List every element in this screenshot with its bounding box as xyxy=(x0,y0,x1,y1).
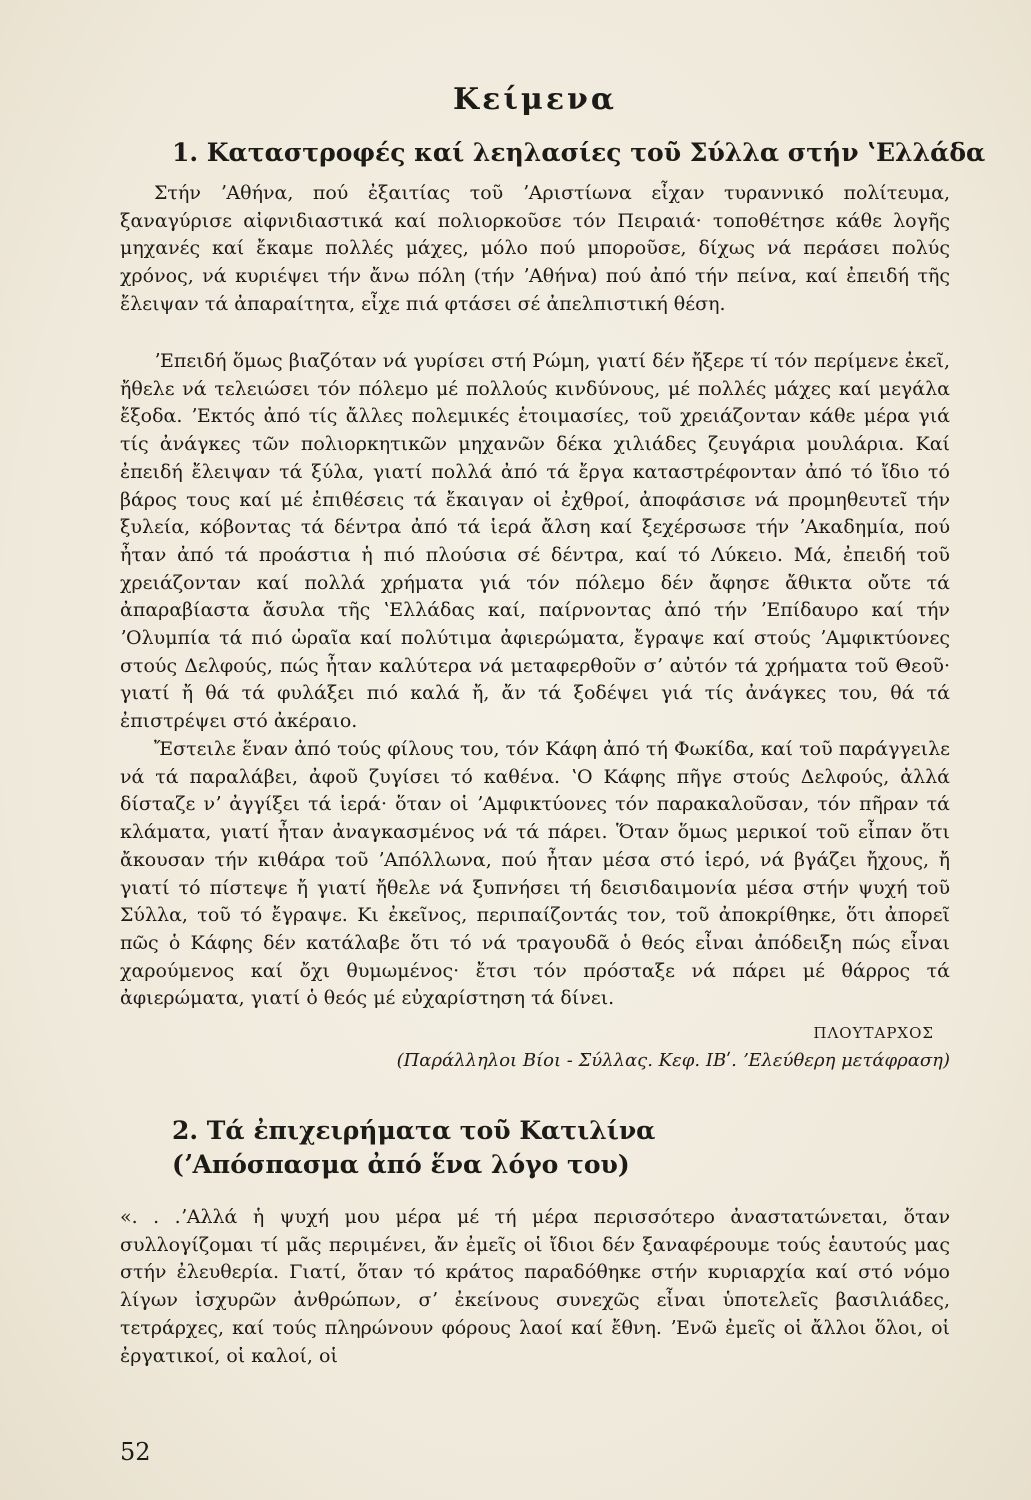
section-1-paragraph-1: Στήν ʼΑθήνα, πού ἐξαιτίας τοῦ ʼΑριστίωνα εἶχαν τυραννικό πολίτευμα, ξαναγύρισε αἰφνιδιαστικά καί πολιορκοῦσε τόν Πειραιά· τοποθέτησε κάθε λογῆς μηχανές καί ἔκαμε πολλές μάχες, μόλο πού μποροῦσε, δίχως νά περάσει πολύς χρόνος, νά κυριέψει τήν ἄνω πόλη (τήν ʼΑθήνα) πού ἀπό τήν πείνα, καί ἐπειδή τῆς ἔλειψαν τά ἀπαραίτητα, εἶχε πιά φτάσει σέ ἀπελπιστική θέση. xyxy=(120,182,950,315)
section-1-paragraph-2: ʼΕπειδή ὅμως βιαζόταν νά γυρίσει στή Ρώμη, γιατί δέν ἤξερε τί τόν περίμενε ἐκεῖ, ἤθελε νά τελειώσει τόν πόλεμο μέ πολλούς κινδύνους, μέ πολλές μάχες καί μεγάλα ἔξοδα. ʼΕκτός ἀπό τίς ἄλλες πολεμικές ἑτοιμασίες, τοῦ χρειάζονταν κάθε μέρα γιά τίς ἀνάγκες τῶν πολιορκητικῶν μηχανῶν δέκα χιλιάδες ζευγάρια μουλάρια. Καί ἐπειδή ἔλειψαν τά ξύλα, γιατί πολλά ἀπό τά ἔργα καταστρέφονταν ἀπό τό ἴδιο τό βάρος τους καί μέ ἐπιθέσεις τά ἔκαιγαν οἱ ἐχθροί, ἀποφάσισε νά προμηθευτεῖ τήν ξυλεία, κόβοντας τά δέντρα ἀπό τά ἱερά ἄλση καί ξεχέρσωσε τήν ʼΑκαδημία, πού ἦταν ἀπό τά προάστια ἡ πιό πλούσια σέ δέντρα, καί τό Λύκειο. Μά, ἐπειδή τοῦ χρειάζονταν καί πολλά χρήματα γιά τόν πόλεμο δέν ἄφησε ἄθικτα οὔτε τά ἀπαραβίαστα ἄσυλα τῆς ʽΕλλάδας καί, παίρνοντας ἀπό τήν ʼΕπίδαυρο καί τήν ʼΟλυμπία τά πιό ὡραῖα καί πολύτιμα ἀφιερώματα, ἔγραψε καί στούς ʼΑμφικτύονες στούς Δελφούς, πώς ἦταν καλύτερα νά μεταφερθοῦν σʼ αὐτόν τά χρήματα τοῦ Θεοῦ· γιατί ἤ θά τά φυλάξει πιό καλά ἤ, ἄν τά ξοδέψει γιά τίς ἀνάγκες του, θά τά ἐπιστρέψει στό ἀκέραιο. xyxy=(120,350,950,733)
section-2-paragraph: «. . .ʼΑλλά ἡ ψυχή μου μέρα μέ τή μέρα περισσότερο ἀναστατώνεται, ὅταν συλλογίζομαι τί μᾶς περιμένει, ἄν ἐμεῖς οἱ ἴδιοι δέν ξαναφέρουμε τούς ἑαυτούς μας στήν ἐλευθερία. Γιατί, ὅταν τό κράτος παραδόθηκε στήν κυριαρχία καί στό νόμο λίγων ἰσχυρῶν ἀνθρώπων, σʼ ἐκείνους συνεχῶς εἶναι ὑποτελεῖς βασιλιάδες, τετράρχες, καί τούς πληρώνουν φόρους λαοί καί ἔθνη. ʼΕνῶ ἐμεῖς οἱ ἄλλοι ὅλοι, οἱ ἐργατικοί, οἱ καλοί, οἱ xyxy=(120,1206,950,1367)
section-1-paragraph-3: Ἔστειλε ἕναν ἀπό τούς φίλους του, τόν Κάφη ἀπό τή Φωκίδα, καί τοῦ παράγγειλε νά τά παραλάβει, ἀφοῦ ζυγίσει τό καθένα. ʽΟ Κάφης πῆγε στούς Δελφούς, ἀλλά δίσταζε νʼ ἀγγίξει τά ἱερά· ὅταν οἱ ʼΑμφικτύονες τόν παρακαλοῦσαν, τόν πῆραν τά κλάματα, γιατί ἦταν ἀναγκασμένος νά τά πάρει. Ὅταν ὅμως μερικοί τοῦ εἶπαν ὅτι ἄκουσαν τήν κιθάρα τοῦ ʼΑπόλλωνα, πού ἦταν μέσα στό ἱερό, νά βγάζει ἤχους, ἤ γιατί τό πίστεψε ἤ γιατί ἤθελε νά ξυπνήσει τή δεισιδαιμονία μέσα στήν ψυχή τοῦ Σύλλα, τοῦ τό ἔγραψε. Κι ἐκεῖνος, περιπαίζοντάς τον, τοῦ ἀποκρίθηκε, ὅτι ἀπορεῖ πῶς ὁ Κάφης δέν κατάλαβε ὅτι τό νά τραγουδᾶ ὁ θεός εἶναι ἀπόδειξη πώς εἶναι χαρούμενος καί ὄχι θυμωμένος· ἔτσι τόν πρόσταξε νά πάρει μέ θάρρος τά ἀφιερώματα, γιατί ὁ θεός μέ εὐχαρίστηση τά δίνει. xyxy=(120,738,950,1010)
author-name: ΠΛΟΥΤΑΡΧΟΣ xyxy=(813,1024,934,1042)
page-number: 52 xyxy=(120,1438,151,1466)
section-2-heading: 2. Τά ἐπιχειρήματα τοῦ Κατιλίνα xyxy=(172,1116,656,1145)
source-citation: (Παράλληλοι Βίοι - Σύλλας. Κεφ. ΙΒʹ. ʼΕλεύθερη μετάφραση) xyxy=(396,1050,950,1071)
page-title: Κείμενα xyxy=(453,82,617,117)
section-2-subheading: (ʼΑπόσπασμα ἀπό ἕνα λόγο του) xyxy=(172,1150,630,1179)
section-1-heading: 1. Καταστροφές καί λεηλασίες τοῦ Σύλλα στήν ʽΕλλάδα xyxy=(172,138,986,167)
